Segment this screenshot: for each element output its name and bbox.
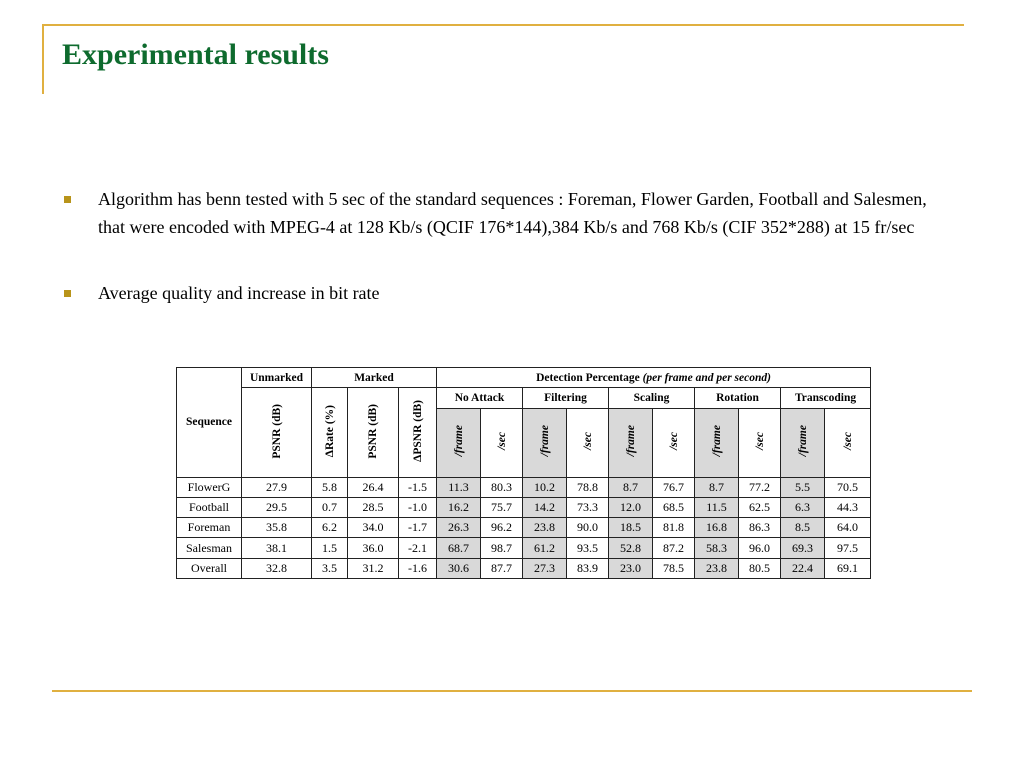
bottom-rule xyxy=(52,690,972,692)
header-unmarked-psnr: PSNR (dB) xyxy=(242,388,312,477)
header-per-frame: /frame xyxy=(437,408,481,477)
bullet-square-icon xyxy=(64,290,71,297)
value-cell: 10.2 xyxy=(523,477,567,497)
header-marked-psnr: PSNR (dB) xyxy=(348,388,399,477)
value-cell: 78.5 xyxy=(653,558,695,578)
value-cell: 68.5 xyxy=(653,497,695,517)
value-cell: 96.2 xyxy=(481,518,523,538)
value-cell: 87.2 xyxy=(653,538,695,558)
sequence-cell: Salesman xyxy=(177,538,242,558)
table-row xyxy=(177,518,871,538)
value-cell: 6.3 xyxy=(781,497,825,517)
table-body xyxy=(177,477,871,578)
value-cell: 61.2 xyxy=(523,538,567,558)
value-cell: 68.7 xyxy=(437,538,481,558)
value-cell: 35.8 xyxy=(242,518,312,538)
value-cell: 97.5 xyxy=(825,538,871,558)
value-cell: 58.3 xyxy=(695,538,739,558)
bullet-text: Average quality and increase in bit rate xyxy=(98,283,380,303)
header-per-sec: /sec xyxy=(653,408,695,477)
value-cell: 26.4 xyxy=(348,477,399,497)
value-cell: 64.0 xyxy=(825,518,871,538)
value-cell: 22.4 xyxy=(781,558,825,578)
value-cell: 12.0 xyxy=(609,497,653,517)
value-cell: 96.0 xyxy=(739,538,781,558)
value-cell: 62.5 xyxy=(739,497,781,517)
slide-title: Experimental results xyxy=(62,38,329,71)
value-cell: 0.7 xyxy=(312,497,348,517)
value-cell: 80.3 xyxy=(481,477,523,497)
value-cell: 90.0 xyxy=(567,518,609,538)
value-cell: 6.2 xyxy=(312,518,348,538)
value-cell: 5.5 xyxy=(781,477,825,497)
value-cell: 75.7 xyxy=(481,497,523,517)
header-scaling: Scaling xyxy=(609,388,695,408)
value-cell: 31.2 xyxy=(348,558,399,578)
top-rule xyxy=(42,24,964,26)
header-sequence: Sequence xyxy=(177,368,242,478)
header-per-frame: /frame xyxy=(609,408,653,477)
left-rule xyxy=(42,24,44,94)
header-delta-psnr: ΔPSNR (dB) xyxy=(399,388,437,477)
table-row xyxy=(177,538,871,558)
bullet-square-icon xyxy=(64,196,71,203)
bullet-item xyxy=(62,279,942,307)
value-cell: -1.5 xyxy=(399,477,437,497)
header-per-sec: /sec xyxy=(739,408,781,477)
sequence-cell: FlowerG xyxy=(177,477,242,497)
bullet-item xyxy=(62,185,942,241)
value-cell: 70.5 xyxy=(825,477,871,497)
value-cell: 76.7 xyxy=(653,477,695,497)
table-row xyxy=(177,497,871,517)
value-cell: -1.0 xyxy=(399,497,437,517)
value-cell: 16.8 xyxy=(695,518,739,538)
value-cell: -1.7 xyxy=(399,518,437,538)
value-cell: 3.5 xyxy=(312,558,348,578)
header-filtering: Filtering xyxy=(523,388,609,408)
value-cell: 78.8 xyxy=(567,477,609,497)
results-table-container xyxy=(176,367,870,579)
value-cell: 87.7 xyxy=(481,558,523,578)
value-cell: 77.2 xyxy=(739,477,781,497)
header-transcoding: Transcoding xyxy=(781,388,871,408)
value-cell: 80.5 xyxy=(739,558,781,578)
header-marked: Marked xyxy=(312,368,437,388)
value-cell: 1.5 xyxy=(312,538,348,558)
value-cell: 28.5 xyxy=(348,497,399,517)
value-cell: 18.5 xyxy=(609,518,653,538)
header-per-frame: /frame xyxy=(781,408,825,477)
header-per-sec: /sec xyxy=(825,408,871,477)
value-cell: 26.3 xyxy=(437,518,481,538)
table-row xyxy=(177,477,871,497)
header-detection xyxy=(437,368,871,388)
bullet-list xyxy=(62,185,942,345)
header-per-frame: /frame xyxy=(523,408,567,477)
table-row xyxy=(177,558,871,578)
value-cell: 36.0 xyxy=(348,538,399,558)
value-cell: 11.5 xyxy=(695,497,739,517)
value-cell: 93.5 xyxy=(567,538,609,558)
header-delta-rate: ΔRate (%) xyxy=(312,388,348,477)
value-cell: 52.8 xyxy=(609,538,653,558)
value-cell: 27.9 xyxy=(242,477,312,497)
value-cell: 34.0 xyxy=(348,518,399,538)
value-cell: 81.8 xyxy=(653,518,695,538)
bullet-text: Algorithm has benn tested with 5 sec of the standard sequences : Foreman, Flower Garden, Football and Salesmen, that were encoded with MPEG-4 at 128 Kb/s (QCIF 176*144),384 Kb/s and 768 Kb/s (CIF 352*288) at 15 fr/sec xyxy=(98,189,927,237)
value-cell: 8.7 xyxy=(609,477,653,497)
value-cell: 11.3 xyxy=(437,477,481,497)
header-detection-note: (per frame and per second) xyxy=(642,371,771,384)
value-cell: 5.8 xyxy=(312,477,348,497)
header-per-frame: /frame xyxy=(695,408,739,477)
header-rotation: Rotation xyxy=(695,388,781,408)
value-cell: -1.6 xyxy=(399,558,437,578)
value-cell: 69.1 xyxy=(825,558,871,578)
value-cell: 38.1 xyxy=(242,538,312,558)
header-unmarked: Unmarked xyxy=(242,368,312,388)
value-cell: 8.7 xyxy=(695,477,739,497)
value-cell: 23.0 xyxy=(609,558,653,578)
value-cell: 23.8 xyxy=(523,518,567,538)
results-table xyxy=(176,367,871,579)
header-detection-label: Detection Percentage xyxy=(536,371,640,384)
value-cell: 23.8 xyxy=(695,558,739,578)
value-cell: 27.3 xyxy=(523,558,567,578)
value-cell: 16.2 xyxy=(437,497,481,517)
sequence-cell: Overall xyxy=(177,558,242,578)
value-cell: -2.1 xyxy=(399,538,437,558)
header-no-attack: No Attack xyxy=(437,388,523,408)
value-cell: 44.3 xyxy=(825,497,871,517)
value-cell: 29.5 xyxy=(242,497,312,517)
value-cell: 32.8 xyxy=(242,558,312,578)
sequence-cell: Football xyxy=(177,497,242,517)
value-cell: 14.2 xyxy=(523,497,567,517)
header-per-sec: /sec xyxy=(481,408,523,477)
value-cell: 69.3 xyxy=(781,538,825,558)
value-cell: 30.6 xyxy=(437,558,481,578)
value-cell: 83.9 xyxy=(567,558,609,578)
value-cell: 73.3 xyxy=(567,497,609,517)
value-cell: 86.3 xyxy=(739,518,781,538)
sequence-cell: Foreman xyxy=(177,518,242,538)
value-cell: 98.7 xyxy=(481,538,523,558)
header-per-sec: /sec xyxy=(567,408,609,477)
value-cell: 8.5 xyxy=(781,518,825,538)
